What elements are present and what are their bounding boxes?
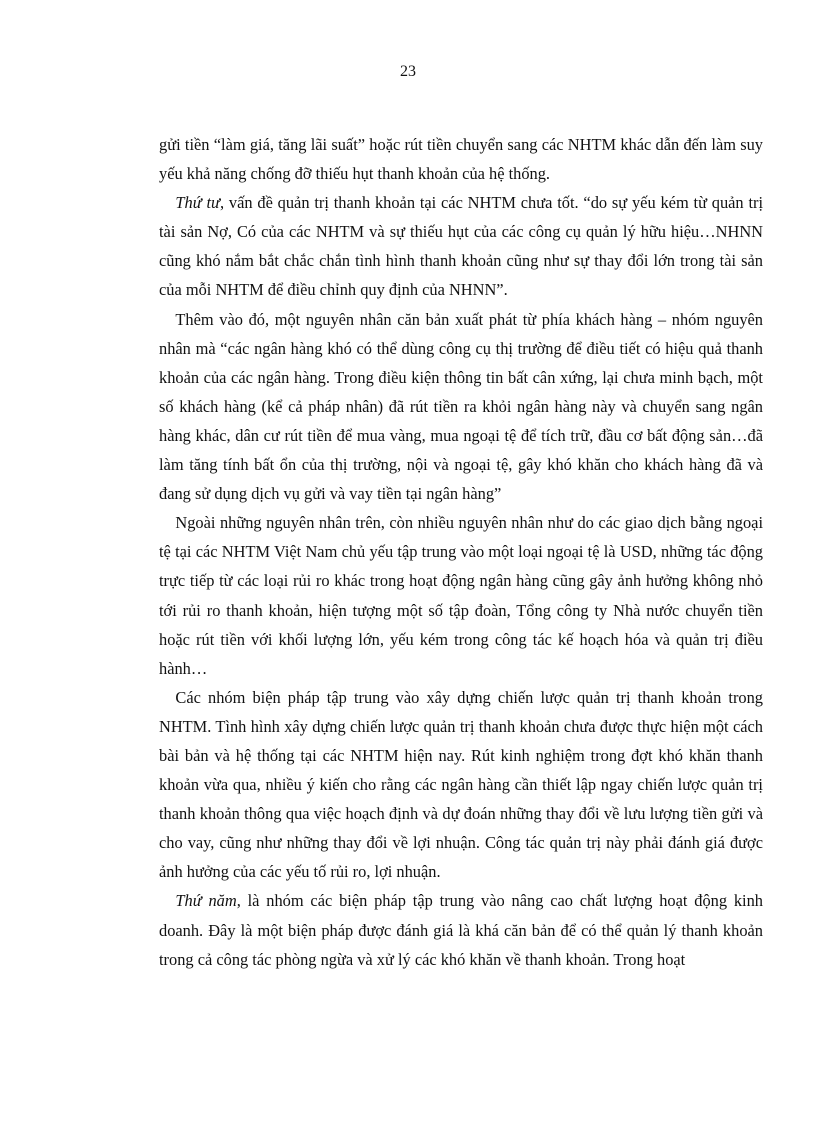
paragraph-3: Thêm vào đó, một nguyên nhân căn bản xuất phát từ phía khách hàng – nhóm nguyên nhân mà “các ngân hàng khó có thể dùng công cụ thị trường để điều tiết có hiệu quả thanh khoản của các ngân hàng. Trong điều kiện thông tin bất cân xứng, lại chưa minh bạch, một số khách hàng (kể cả pháp nhân) đã rút tiền ra khỏi ngân hàng này và chuyển sang ngân hàng khác, dân cư rút tiền để mua vàng, mua ngoại tệ để tích trữ, đầu cơ bất động sản…đã làm tăng tính bất ổn của thị trường, nội và ngoại tệ, gây khó khăn cho khách hàng đã và đang sử dụng dịch vụ gửi và vay tiền tại ngân hàng” [159,309,763,504]
paragraph-1: gửi tiền “làm giá, tăng lãi suất” hoặc rút tiền chuyển sang các NHTM khác dẫn đến làm suy yếu khả năng chống đỡ thiếu hụt thanh khoản của hệ thống. [159,135,763,184]
paragraph-6-text: , là nhóm các biện pháp tập trung vào nâng cao chất lượng hoạt động kinh doanh. Đây là một biện pháp được đánh giá là khá căn bản để có thể quản lý thanh khoản trong cả công tác phòng ngừa và xử lý các khó khăn về thanh khoản. Trong hoạt [159,891,764,969]
paragraph-2 [159,188,763,304]
paragraph-2-text: , vấn đề quản trị thanh khoản tại các NHTM chưa tốt. “do sự yếu kém từ quản trị tài sản Nợ, Có của các NHTM và sự thiếu hụt của các công cụ quản lý hữu hiệu…NHNN cũng khó nắm bắt chắc chắn tình hình thanh khoản cũng như sự thay đổi lớn trong tài sản của mỗi NHTM để điều chỉnh quy định của NHNN”. [159,193,764,300]
paragraph-5: Các nhóm biện pháp tập trung vào xây dựng chiến lược quản trị thanh khoản trong NHTM. Tình hình xây dựng chiến lược quản trị thanh khoản chưa được thực hiện một cách bài bản và hệ thống tại các NHTM hiện nay. Rút kinh nghiệm trong đợt khó khăn thanh khoản vừa qua, nhiều ý kiến cho rằng các ngân hàng cần thiết lập ngay chiến lược quản trị thanh khoản thông qua việc hoạch định và dự đoán những thay đổi về lưu lượng tiền gửi và cho vay, cũng như những thay đổi về lợi nhuận. Công tác quản trị này phải đánh giá được ảnh hưởng của các yếu tố rủi ro, lợi nhuận. [159,687,763,882]
page-body [159,130,763,974]
paragraph-4: Ngoài những nguyên nhân trên, còn nhiều nguyên nhân như do các giao dịch bằng ngoại tệ tại các NHTM Việt Nam chủ yếu tập trung vào một loại ngoại tệ là USD, những tác động trực tiếp từ các loại rủi ro khác trong hoạt động ngân hàng cũng gây ảnh hưởng không nhỏ tới rủi ro thanh khoản, hiện tượng một số tập đoàn, Tổng công ty Nhà nước chuyển tiền hoặc rút tiền với khối lượng lớn, yếu kém trong công tác kế hoạch hóa và quản trị điều hành… [159,513,763,678]
paragraph-6-lead: Thứ năm [175,891,237,911]
paragraph-6 [159,886,763,973]
page-number: 23 [400,63,416,80]
paragraph-2-lead: Thứ tư [175,193,220,213]
